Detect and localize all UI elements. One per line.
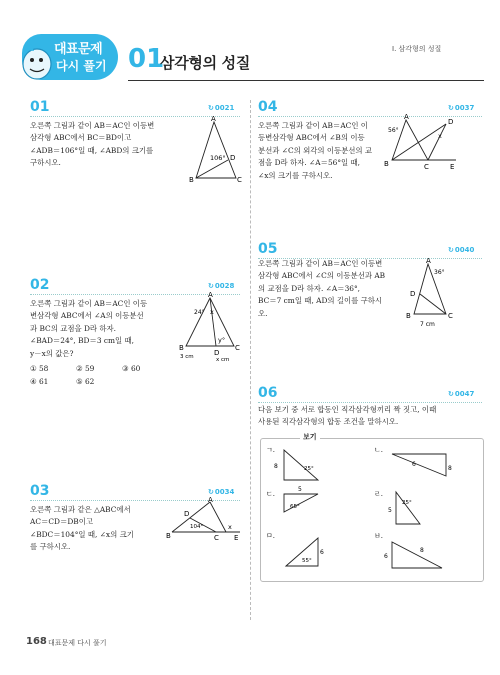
angle-label: 36° <box>434 269 445 276</box>
text-line: 등변삼각형 ABC에서 ∠B의 이등 <box>258 133 365 143</box>
problem-number-1: 01 <box>30 99 50 115</box>
item-angle: 55° <box>302 558 312 564</box>
item-value: 5 <box>298 486 302 493</box>
choice-5[interactable]: ⑤ 62 <box>76 377 95 386</box>
text-line: 분선과 ∠C의 외각의 이등분선의 교 <box>258 145 373 155</box>
angle-label: 24° <box>194 309 205 316</box>
label-b: B <box>166 532 171 540</box>
label-a: A <box>404 113 409 121</box>
problem-text-6 <box>258 404 484 429</box>
angle-label: 106° <box>210 154 226 162</box>
label-d: D <box>448 118 454 126</box>
text-line: 오른쪽 그림과 같은 △ABC에서 <box>30 505 131 514</box>
badge-title: 대표문제 <box>54 42 103 57</box>
label-b: B <box>406 312 411 320</box>
label-b: B <box>189 176 194 184</box>
item-label: ㅂ. <box>374 532 383 540</box>
label-c: C <box>214 534 219 542</box>
problem-rule-6 <box>258 402 482 403</box>
label-b: B <box>384 160 389 168</box>
figure-2 <box>178 292 244 362</box>
choice-3[interactable]: ③ 60 <box>122 364 141 373</box>
text-line: 다음 보기 중 서로 합동인 직각삼각형끼리 짝 짓고, 이때 <box>258 405 437 414</box>
x-label: x <box>228 523 232 531</box>
problem-ref-6 <box>448 390 474 398</box>
text-line: 변삼각형 ABC에서 ∠A의 이등분선 <box>30 311 144 321</box>
label-d: D <box>214 349 220 357</box>
item-angle: 65° <box>290 504 300 510</box>
text-line: 오. <box>258 308 268 318</box>
ref-code: 0028 <box>214 282 235 290</box>
problem-number-4: 04 <box>258 99 278 115</box>
text-line: ∠BAD＝24°, BD＝3 cm일 때, <box>30 336 134 346</box>
item-angle: 25° <box>402 500 412 506</box>
header-rule <box>128 80 484 81</box>
label-a: A <box>211 115 216 123</box>
example-figures <box>262 442 480 578</box>
item-label: ㄹ. <box>374 490 383 498</box>
item-label: ㄱ. <box>266 446 275 454</box>
badge-subtitle: 다시 풀기 <box>56 59 107 73</box>
label-a: A <box>208 292 213 299</box>
item-label: ㅁ. <box>266 532 275 540</box>
mascot-icon <box>20 40 54 82</box>
x-label: x <box>210 308 214 316</box>
choice-1[interactable]: ① 58 <box>30 364 49 373</box>
chapter-tag: I. 삼각형의 성질 <box>392 45 442 53</box>
ref-arrow-icon: ↻ <box>208 104 214 112</box>
ref-code: 0047 <box>454 390 475 398</box>
label-d: D <box>410 290 416 298</box>
text-line: y－x의 값은? <box>30 348 74 358</box>
label-a: A <box>426 257 431 265</box>
problem-text-1 <box>30 120 180 170</box>
ref-arrow-icon: ↻ <box>208 488 214 496</box>
section-number: 01 <box>128 44 165 74</box>
problem-number-5: 05 <box>258 241 278 257</box>
label-c: C <box>235 344 240 352</box>
item-label: ㄷ. <box>266 490 275 498</box>
text-line: 오른쪽 그림과 같이 AB＝AC인 이등변 <box>30 121 155 130</box>
text-line: 과 BC의 교점을 D라 하자. <box>30 323 117 333</box>
item-value: 6 <box>320 549 324 556</box>
label-e: E <box>234 534 239 542</box>
text-line: 오른쪽 그림과 같이 AB＝AC인 이등 <box>30 299 148 308</box>
text-line: 점을 D라 하자. ∠A＝56°일 때, <box>258 158 361 168</box>
problem-ref-1 <box>208 104 234 112</box>
ref-arrow-icon: ↻ <box>448 390 454 398</box>
problem-ref-3 <box>208 488 234 496</box>
x-label: x <box>438 132 442 140</box>
label-c: C <box>448 312 453 320</box>
segment-label: 7 cm <box>420 321 435 328</box>
text-line: 삼각형 ABC에서 ∠C의 이등분선과 AB <box>258 271 386 281</box>
problem-ref-4 <box>448 104 474 112</box>
item-value: 5 <box>388 507 392 514</box>
item-value: 6 <box>412 461 416 468</box>
segment-label: 3 cm <box>180 354 194 360</box>
problem-number-2: 02 <box>30 277 50 293</box>
label-b: B <box>179 344 184 352</box>
column-divider <box>250 100 251 620</box>
label-c: C <box>237 176 242 184</box>
y-label: y° <box>218 336 226 344</box>
segment-label: x cm <box>216 357 230 362</box>
page-number: 168 <box>26 636 47 647</box>
text-line: 삼각형 ABC에서 BC＝BD이고 <box>30 133 132 143</box>
label-c: C <box>424 163 429 171</box>
text-line: 오른쪽 그림과 같이 AB＝AC인 이 <box>258 121 368 130</box>
problem-number-3: 03 <box>30 483 50 499</box>
text-line: ∠x의 크기를 구하시오. <box>258 170 333 180</box>
problem-ref-5 <box>448 246 474 254</box>
ref-arrow-icon: ↻ <box>208 282 214 290</box>
item-value: 6 <box>384 553 388 560</box>
text-line: BC＝7 cm일 때, AD의 길이를 구하시 <box>258 296 383 306</box>
choice-4[interactable]: ④ 61 <box>30 377 49 386</box>
text-line: AC＝CD＝DB이고 <box>30 517 93 527</box>
figure-3 <box>166 496 246 546</box>
ref-code: 0037 <box>454 104 475 112</box>
ref-code: 0040 <box>454 246 475 254</box>
item-angle: 25° <box>304 466 314 472</box>
item-value: 8 <box>274 463 278 470</box>
text-line: 를 구하시오. <box>30 542 71 552</box>
text-line: 구하시오. <box>30 158 61 168</box>
ref-code: 0034 <box>214 488 235 496</box>
ref-arrow-icon: ↻ <box>448 246 454 254</box>
ref-code: 0021 <box>214 104 235 112</box>
label-d: D <box>184 510 190 518</box>
figure-4 <box>384 112 484 174</box>
choice-2[interactable]: ② 59 <box>76 364 95 373</box>
text-line: 사용된 직각삼각형의 합동 조건을 말하시오. <box>258 417 399 427</box>
label-a: A <box>208 496 213 504</box>
ref-arrow-icon: ↻ <box>448 104 454 112</box>
choices-2 <box>30 362 168 388</box>
label-e: E <box>450 163 455 171</box>
item-value: 8 <box>420 547 424 554</box>
angle-label: 104° <box>190 524 204 530</box>
text-line: 의 교점을 D라 하자. ∠A＝36°, <box>258 283 361 293</box>
text-line: ∠ADB＝106°일 때, ∠ABD의 크기를 <box>30 145 154 155</box>
figure-1 <box>188 114 244 190</box>
item-label: ㄴ. <box>374 446 383 454</box>
angle-label: 56° <box>388 127 399 134</box>
figure-5 <box>402 256 482 328</box>
problem-text-5 <box>258 258 418 320</box>
problem-number-6: 06 <box>258 385 278 401</box>
problem-ref-2 <box>208 282 234 290</box>
item-value: 8 <box>448 465 452 472</box>
section-title: 삼각형의 성질 <box>160 54 251 72</box>
footer-text: 대표문제 다시 풀기 <box>48 639 107 647</box>
problem-text-3 <box>30 504 180 554</box>
problem-text-2 <box>30 298 180 360</box>
text-line: 오른쪽 그림과 같이 AB＝AC인 이등변 <box>258 259 383 268</box>
label-d: D <box>230 154 236 162</box>
text-line: ∠BDC＝104°일 때, ∠x의 크기 <box>30 529 134 539</box>
example-box-label: 보기 <box>300 432 320 442</box>
